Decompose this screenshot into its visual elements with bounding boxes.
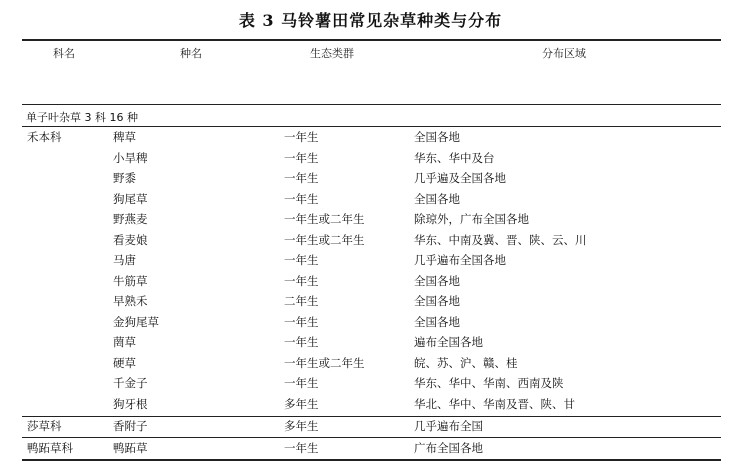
header-family: 科名 (53, 47, 75, 60)
table-title: 表 3 马铃薯田常见杂草种类与分布 (238, 11, 503, 30)
cell-distribution: 皖、苏、沪、赣、桂 (414, 355, 518, 370)
table-row (0, 291, 741, 311)
header-rule (22, 104, 721, 105)
cell-distribution: 华东、中南及冀、晋、陕、云、川 (414, 232, 587, 247)
cell-life: 一年生或二年生 (284, 232, 365, 247)
cell-life: 一年生 (284, 130, 319, 144)
cell-life: 一年生或二年生 (284, 355, 365, 370)
table-row (0, 189, 741, 209)
cell-species: 野黍 (113, 171, 136, 185)
cell-distribution: 全国各地 (414, 130, 460, 144)
cell-species: 野燕麦 (113, 212, 148, 226)
cell-species: 稗草 (113, 130, 136, 144)
table-row (0, 394, 741, 414)
cell-distribution: 除琼外，广布全国各地 (414, 212, 529, 226)
table-row (0, 230, 741, 250)
cell-life: 多年生 (284, 419, 319, 433)
cell-species: 香附子 (113, 419, 148, 433)
cell-species: 千金子 (113, 376, 148, 390)
cell-distribution: 全国各地 (414, 294, 460, 308)
cell-distribution: 几乎遍布全国 (414, 419, 483, 433)
table-row (0, 127, 741, 147)
cell-life: 一年生 (284, 191, 319, 206)
cell-distribution: 华北、华中、华南及晋、陕、甘 (414, 396, 575, 411)
cell-life: 二年生 (284, 294, 319, 308)
table-row (0, 438, 741, 458)
cell-family: 莎草科 (27, 419, 62, 433)
cell-species: 看麦娘 (113, 232, 148, 247)
cell-life: 一年生 (284, 150, 319, 165)
table-row (0, 373, 741, 393)
cell-species: 早熟禾 (113, 294, 148, 308)
cell-life: 一年生 (284, 171, 319, 185)
cell-life: 一年生 (284, 314, 319, 329)
cell-species: 硬草 (113, 355, 136, 370)
bottom-rule (22, 459, 721, 461)
cell-species: 鸭跖草 (113, 441, 148, 455)
table-row (0, 353, 741, 373)
cell-distribution: 华东、华中、华南、西南及陕 (414, 376, 564, 390)
top-rule (22, 39, 721, 41)
cell-species: 马唐 (113, 253, 136, 267)
cell-species: 狗牙根 (113, 396, 148, 411)
cell-distribution: 几乎遍布全国各地 (414, 253, 506, 267)
table-row (0, 271, 741, 291)
table-row (0, 209, 741, 229)
cell-life: 一年生 (284, 335, 319, 349)
table-row (0, 250, 741, 270)
cell-life: 一年生 (284, 376, 319, 390)
cell-family: 禾本科 (27, 130, 62, 144)
cell-distribution: 全国各地 (414, 191, 460, 206)
table-row (0, 416, 741, 436)
cell-family: 鸭跖草科 (27, 441, 73, 455)
cell-life: 一年生 (284, 273, 319, 288)
cell-life: 一年生 (284, 253, 319, 267)
cell-distribution: 几乎遍及全国各地 (414, 171, 506, 185)
table-row (0, 168, 741, 188)
cell-species: 狗尾草 (113, 191, 148, 206)
cell-life: 多年生 (284, 396, 319, 411)
cell-species: 小旱稗 (113, 150, 148, 165)
cell-life: 一年生 (284, 441, 319, 455)
section-title: 单子叶杂草 3 科 16 种 (26, 111, 138, 124)
header-species: 种名 (180, 47, 202, 60)
header-life: 生态类群 (310, 47, 354, 60)
table-row (0, 148, 741, 168)
cell-distribution: 广布全国各地 (414, 441, 483, 455)
cell-species: 菵草 (113, 335, 136, 349)
table-row (0, 312, 741, 332)
cell-life: 一年生或二年生 (284, 212, 365, 226)
cell-distribution: 华东、华中及台 (414, 150, 495, 165)
table-row (0, 332, 741, 352)
cell-species: 牛筋草 (113, 273, 148, 288)
cell-distribution: 全国各地 (414, 314, 460, 329)
cell-distribution: 遍布全国各地 (414, 335, 483, 349)
cell-species: 金狗尾草 (113, 314, 159, 329)
header-distribution: 分布区域 (542, 47, 586, 60)
cell-distribution: 全国各地 (414, 273, 460, 288)
